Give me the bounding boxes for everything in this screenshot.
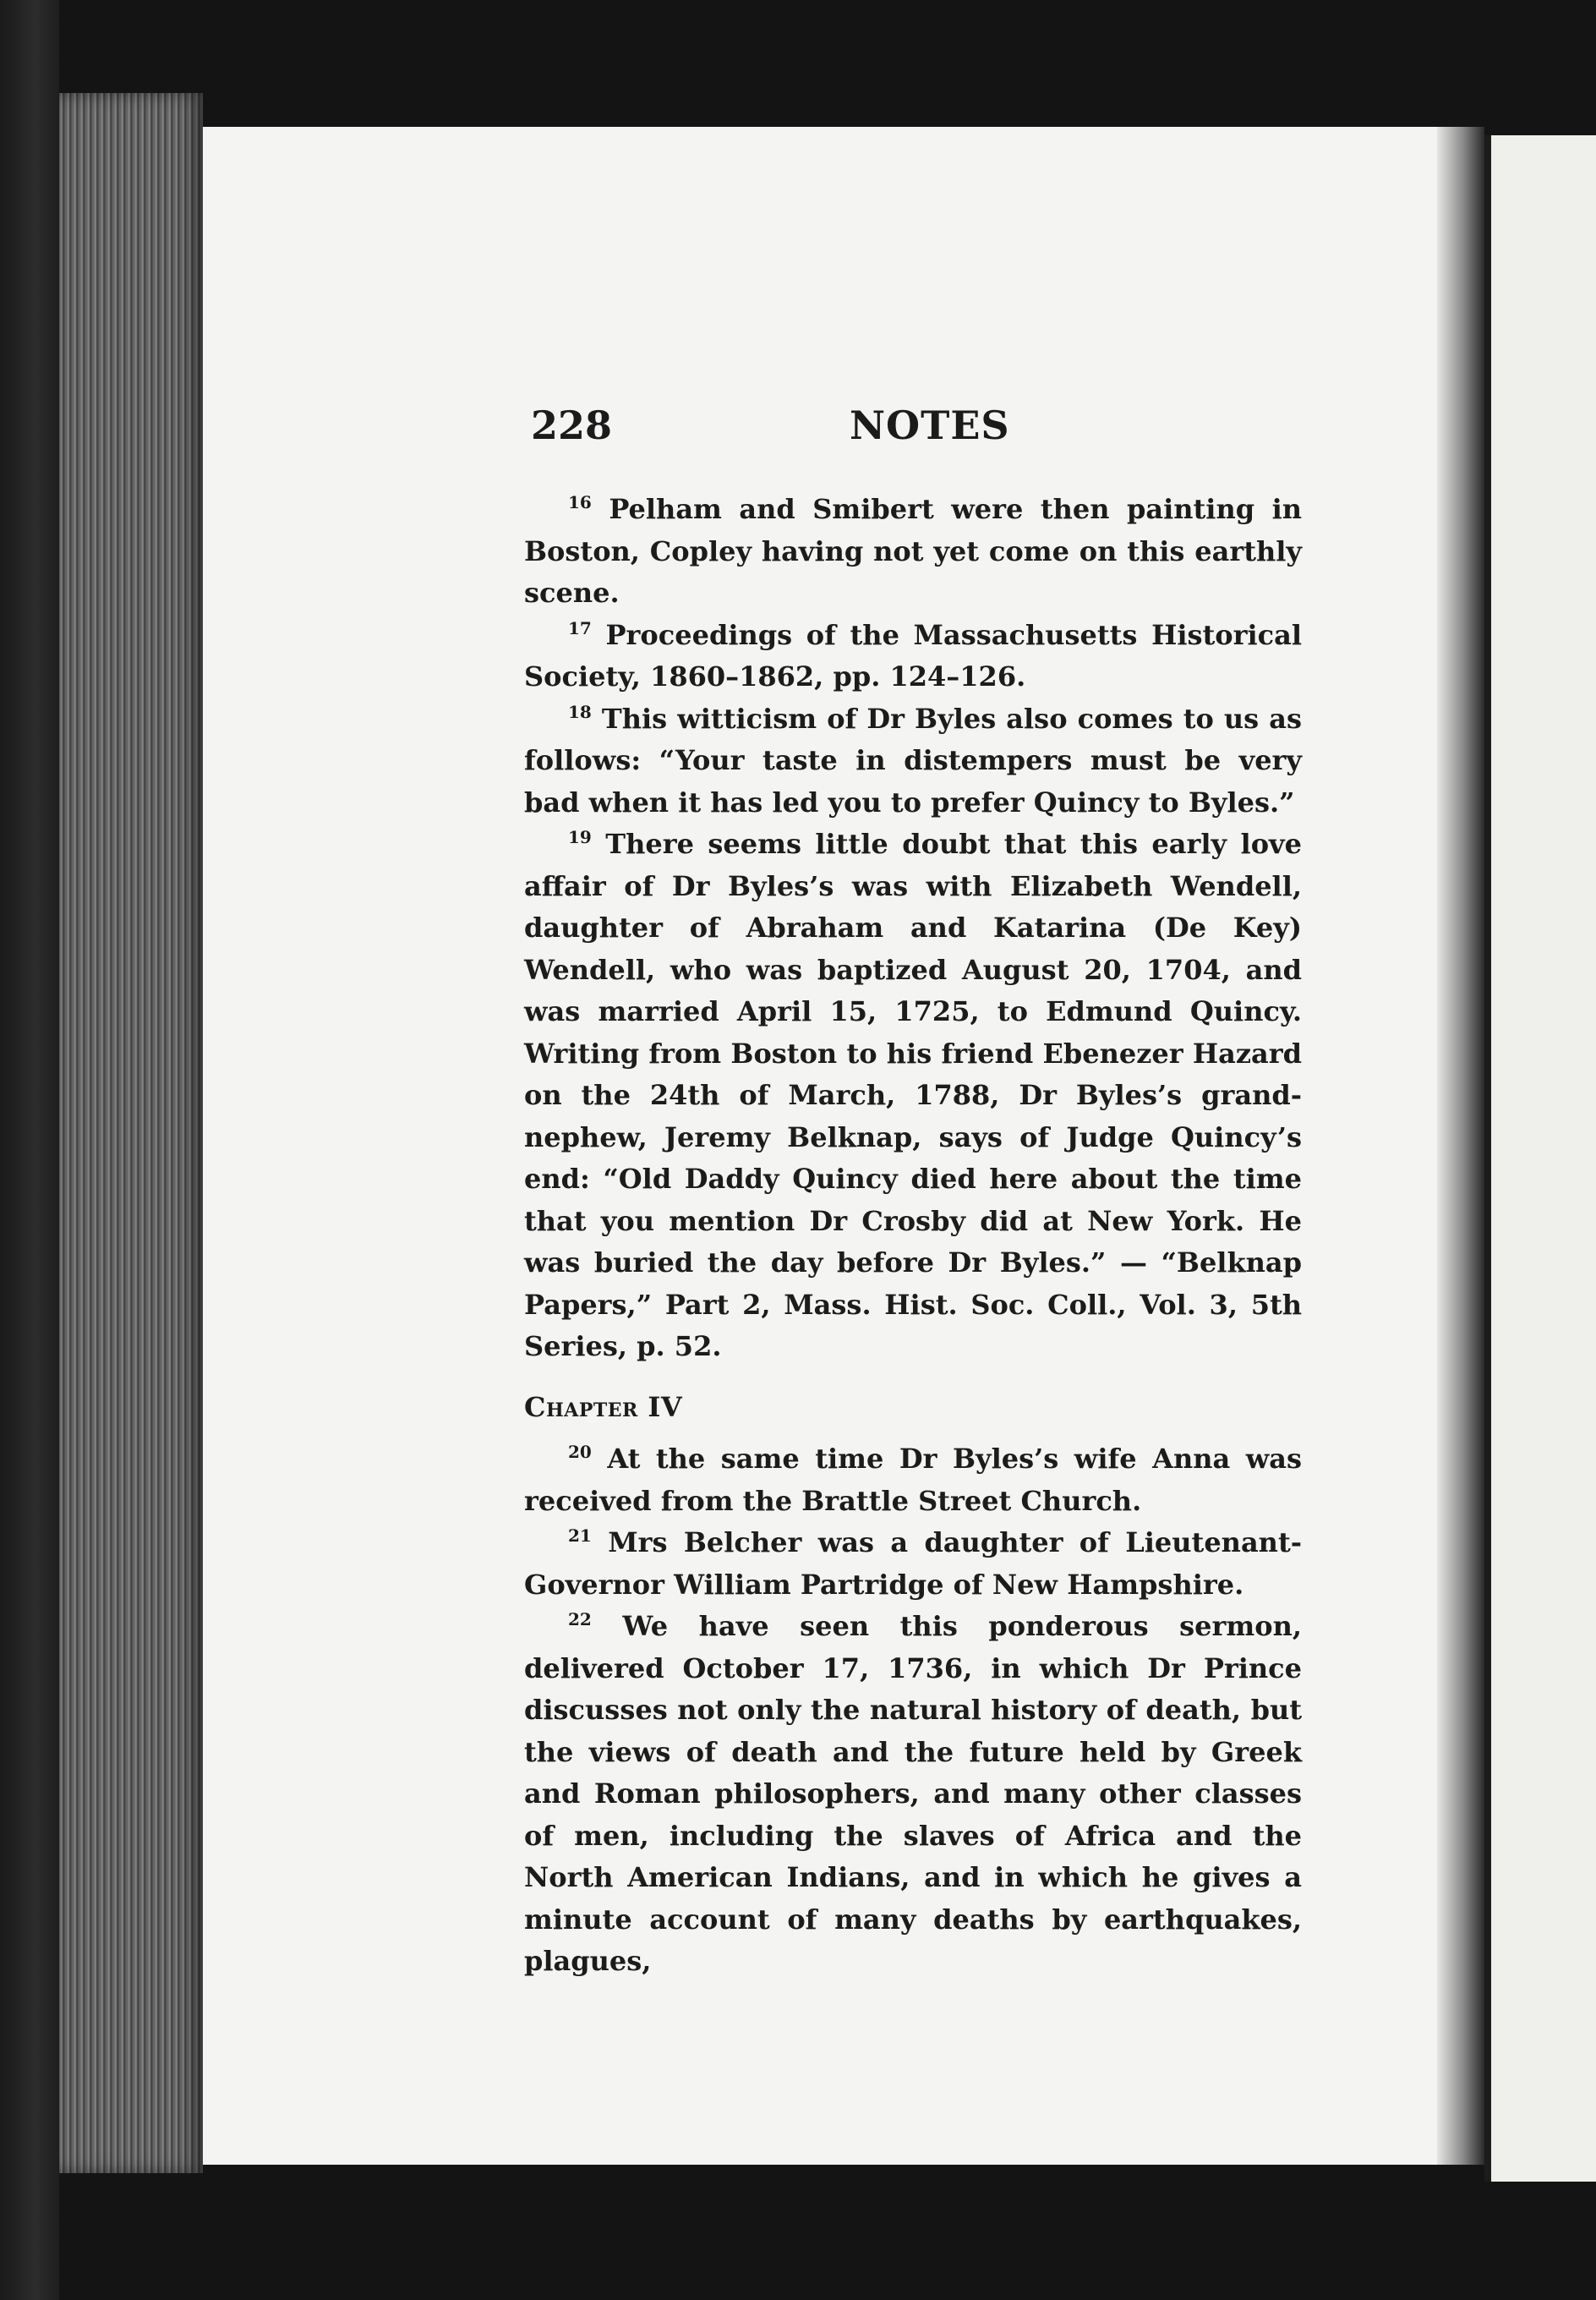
note-21 bbox=[524, 1522, 1302, 1606]
note-number: 20 bbox=[568, 1442, 592, 1462]
page-fold-shadow bbox=[1484, 135, 1491, 2182]
note-19 bbox=[524, 824, 1302, 1368]
note-number: 21 bbox=[568, 1525, 592, 1546]
note-text: Mrs Belcher was a daughter of Lieutenant-Governor William Partridge of New Hampshire. bbox=[524, 1526, 1303, 1601]
note-text: There seems little doubt that this early love affair of Dr Byles’s was with Elizabeth Wendell, daughter of Abraham and Katarina (De Key) Wendell, who was baptized August 20, 1704, and was married April 15, 1725, to Edmund Quincy. Writing from Boston to his friend Ebenezer Hazard on the 24th of March, 1788, Dr Byles’s grand-nephew, Jeremy Belknap, says of Judge Quincy’s end: “Old Daddy Quincy died here about the time that you mention Dr Crosby did at New York. He was buried the day before Dr Byles.” — “Belknap Papers,” Part 2, Mass. Hist. Soc. Coll., Vol. 3, 5th Series, p. 52. bbox=[524, 828, 1303, 1362]
note-number: 16 bbox=[568, 492, 592, 512]
page-number: 228 bbox=[531, 402, 613, 448]
note-text: Proceedings of the Massachusetts Historical Society, 1860–1862, pp. 124–126. bbox=[524, 618, 1303, 693]
note-text: Pelham and Smibert were then painting in Boston, Copley having not yet come on this earthly scene. bbox=[524, 493, 1303, 609]
note-text: We have seen this ponderous sermon, delivered October 17, 1736, in which Dr Prince discusses not only the natural history of death, but the views of death and the future held by Greek and Roman philosophers, and many other classes of men, including the slaves of Africa and the North American Indians, and in which he gives a minute account of many deaths by earthquakes, plagues, bbox=[524, 1610, 1303, 1977]
note-18 bbox=[524, 698, 1302, 824]
note-22 bbox=[524, 1606, 1302, 1983]
facing-page-edge bbox=[1484, 135, 1596, 2182]
book-page-edges bbox=[59, 93, 203, 2173]
book-gutter bbox=[1437, 127, 1484, 2165]
note-text: At the same time Dr Byles’s wife Anna was received from the Brattle Street Church. bbox=[524, 1443, 1303, 1517]
running-head: NOTES bbox=[850, 402, 1010, 448]
note-17 bbox=[524, 615, 1302, 698]
note-number: 22 bbox=[568, 1609, 592, 1629]
note-number: 19 bbox=[568, 827, 592, 847]
note-number: 18 bbox=[568, 701, 592, 722]
page-header bbox=[531, 402, 1309, 462]
note-20 bbox=[524, 1438, 1302, 1522]
note-number: 17 bbox=[568, 617, 592, 638]
note-16 bbox=[524, 489, 1302, 615]
notes-text bbox=[524, 489, 1302, 1983]
scanner-background bbox=[0, 0, 59, 2300]
note-text: This witticism of Dr Byles also comes to us as follows: “Your taste in distempers must be very bad when it has led you to prefer Quincy to Byles.” bbox=[524, 702, 1303, 819]
chapter-heading: Chapter IV bbox=[524, 1390, 683, 1423]
